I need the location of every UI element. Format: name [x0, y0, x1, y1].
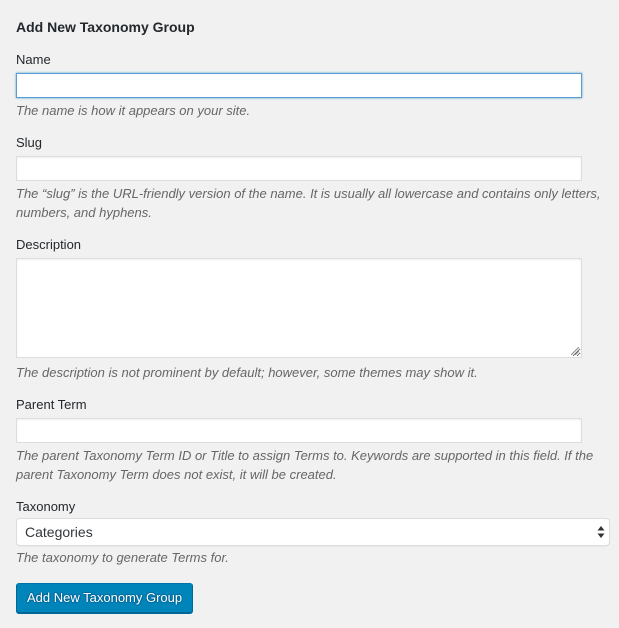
taxonomy-label: Taxonomy [16, 499, 76, 514]
description-field-group [16, 237, 619, 382]
parent-term-field-group [16, 397, 619, 484]
parent-term-label: Parent Term [16, 397, 87, 412]
parent-term-input[interactable] [16, 418, 582, 443]
slug-input[interactable] [16, 156, 582, 181]
name-input[interactable] [16, 73, 582, 98]
name-label: Name [16, 52, 51, 67]
add-taxonomy-group-button[interactable]: Add New Taxonomy Group [16, 583, 193, 613]
form-title: Add New Taxonomy Group [16, 19, 195, 35]
slug-field-group [16, 135, 619, 222]
name-field-group [16, 52, 619, 120]
name-help: The name is how it appears on your site. [16, 103, 251, 118]
parent-term-help: The parent Taxonomy Term ID or Title to assign Terms to. Keywords are supported in this field. If the parent Taxonomy Term does not exist, it will be created. [16, 448, 594, 482]
taxonomy-field-group [16, 499, 619, 567]
slug-help: The “slug” is the URL-friendly version of the name. It is usually all lowercase and contains only letters, numbers, and hyphens. [16, 186, 601, 220]
taxonomy-select[interactable] [16, 518, 610, 546]
resize-handle-icon[interactable] [571, 347, 579, 355]
description-textarea[interactable] [16, 258, 582, 358]
taxonomy-selected-value: Categories [25, 524, 93, 540]
description-label: Description [16, 237, 82, 252]
slug-label: Slug [16, 135, 43, 150]
select-arrows-icon [597, 525, 605, 539]
description-wrapper [16, 258, 582, 358]
taxonomy-help: The taxonomy to generate Terms for. [16, 550, 229, 565]
description-help: The description is not prominent by default; however, some themes may show it. [16, 365, 478, 380]
submit-row [16, 583, 619, 613]
